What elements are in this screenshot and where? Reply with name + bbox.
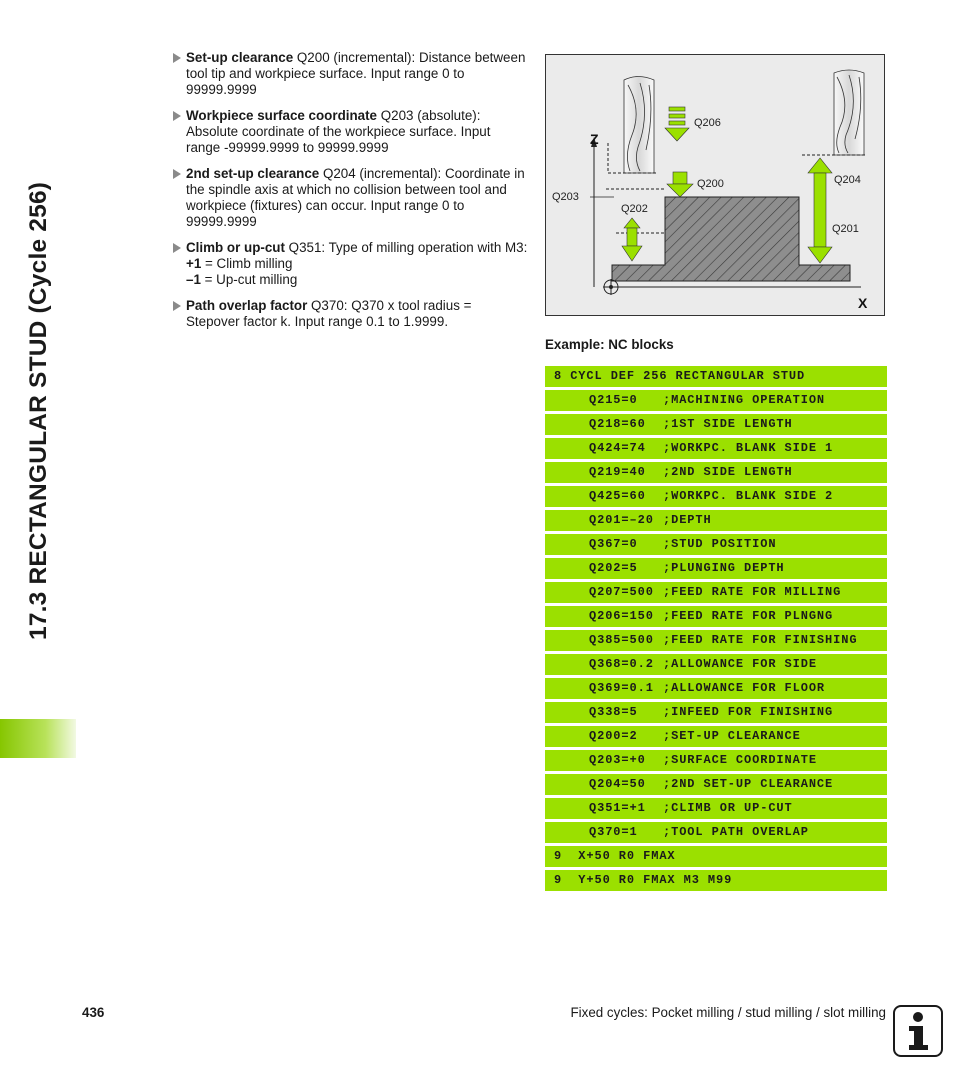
param-text: Q204 (incremental): Coordinate in the spindle axis at which no collision between tool and workpiece (fixtures) can occur. Input range 0 to 99999.9999 <box>186 166 525 229</box>
bullet-arrow-icon <box>173 111 181 121</box>
nc-row: Q351=+1 ;CLIMB OR UP-CUT <box>545 798 887 819</box>
param-text: Q203 (absolute): Absolute coordinate of the workpiece surface. Input range -99999.9999 to 99999.9999 <box>186 108 491 155</box>
param-text: Q200 (incremental): Distance between tool tip and workpiece surface. Input range 0 to 99999.9999 <box>186 50 526 97</box>
tool-left-icon <box>624 77 654 174</box>
param-label: Climb or up-cut <box>186 240 285 255</box>
nc-row: Q215=0 ;MACHINING OPERATION <box>545 390 887 411</box>
param-label: Workpiece surface coordinate <box>186 108 378 123</box>
axis-x-label: X <box>858 295 868 311</box>
nc-row: 8 CYCL DEF 256 RECTANGULAR STUD <box>545 366 887 387</box>
tool-right-icon <box>834 70 864 155</box>
param-text: Q351: Type of milling operation with M3: <box>284 240 528 255</box>
info-icon <box>893 1005 943 1057</box>
bullet-arrow-icon <box>173 301 181 311</box>
label-q202: Q202 <box>621 203 648 215</box>
nc-row: Q200=2 ;SET-UP CLEARANCE <box>545 726 887 747</box>
param-path-overlap <box>172 298 528 330</box>
param-surface-coordinate <box>172 108 528 156</box>
param-label: Path overlap factor <box>186 298 308 313</box>
parameter-list <box>172 50 528 340</box>
param-text: Q370: Q370 x tool radius = Stepover factor k. Input range 0.1 to 1.9999. <box>186 298 472 329</box>
nc-row: Q424=74 ;WORKPC. BLANK SIDE 1 <box>545 438 887 459</box>
nc-row: 9 Y+50 R0 FMAX M3 M99 <box>545 870 887 891</box>
nc-row: Q425=60 ;WORKPC. BLANK SIDE 2 <box>545 486 887 507</box>
nc-row: Q368=0.2 ;ALLOWANCE FOR SIDE <box>545 654 887 675</box>
nc-row: Q367=0 ;STUD POSITION <box>545 534 887 555</box>
label-q204: Q204 <box>834 174 861 186</box>
param-option: +1 = Climb milling <box>186 256 293 271</box>
label-q203: Q203 <box>552 191 579 203</box>
nc-row: Q369=0.1 ;ALLOWANCE FOR FLOOR <box>545 678 887 699</box>
example-title: Example: NC blocks <box>545 337 674 352</box>
q201-arrow-icon <box>808 158 832 263</box>
chapter-tab-marker <box>0 719 76 758</box>
nc-row: Q206=150 ;FEED RATE FOR PLNGNG <box>545 606 887 627</box>
bullet-arrow-icon <box>173 53 181 63</box>
nc-row: Q202=5 ;PLUNGING DEPTH <box>545 558 887 579</box>
nc-row: Q385=500 ;FEED RATE FOR FINISHING <box>545 630 887 651</box>
nc-row: Q204=50 ;2ND SET-UP CLEARANCE <box>545 774 887 795</box>
param-2nd-setup-clearance <box>172 166 528 230</box>
footer-chapter-text: Fixed cycles: Pocket milling / stud milling / slot milling <box>570 1005 886 1020</box>
nc-row: 9 X+50 R0 FMAX <box>545 846 887 867</box>
nc-block-list <box>545 366 887 894</box>
bullet-arrow-icon <box>173 243 181 253</box>
param-label: Set-up clearance <box>186 50 294 65</box>
bullet-arrow-icon <box>173 169 181 179</box>
param-climb-upcut <box>172 240 528 288</box>
nc-row: Q338=5 ;INFEED FOR FINISHING <box>545 702 887 723</box>
chapter-title: 17.3 RECTANGULAR STUD (Cycle 256) <box>25 181 52 640</box>
nc-row: Q370=1 ;TOOL PATH OVERLAP <box>545 822 887 843</box>
q200-arrow-icon <box>667 172 693 197</box>
page-number: 436 <box>82 1005 105 1020</box>
cycle-figure <box>545 54 885 316</box>
nc-row: Q218=60 ;1ST SIDE LENGTH <box>545 414 887 435</box>
q202-arrow-icon <box>622 218 642 261</box>
q206-arrow-icon <box>665 107 689 141</box>
label-q200: Q200 <box>697 178 724 190</box>
nc-row: Q203=+0 ;SURFACE COORDINATE <box>545 750 887 771</box>
info-glyph-icon <box>895 1007 941 1055</box>
nc-row: Q201=–20 ;DEPTH <box>545 510 887 531</box>
nc-row: Q219=40 ;2ND SIDE LENGTH <box>545 462 887 483</box>
nc-row: Q207=500 ;FEED RATE FOR MILLING <box>545 582 887 603</box>
param-setup-clearance <box>172 50 528 98</box>
label-q201: Q201 <box>832 223 859 235</box>
label-q206: Q206 <box>694 117 721 129</box>
param-option: –1 = Up-cut milling <box>186 272 298 287</box>
axis-z-label: Z <box>590 131 599 147</box>
param-label: 2nd set-up clearance <box>186 166 320 181</box>
